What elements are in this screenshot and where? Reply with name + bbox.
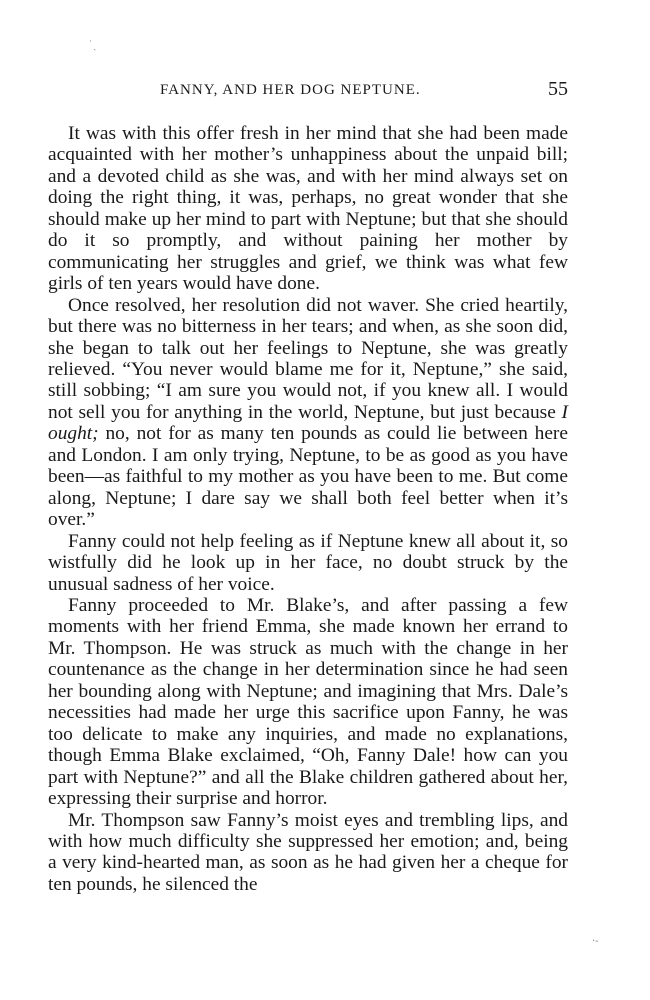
paragraph: Mr. Thompson saw Fanny’s moist eyes and trembling lips, and with how much difficulty she suppressed her emotion; and, being a very kind-hearted man, as soon as he had given her a cheque for ten pounds, he silenced the [48, 809, 568, 895]
paragraph [48, 295, 568, 531]
paragraph-text: Once resolved, her resolution did not waver. She cried heartily, but there was no bitterness in her tears; and when, as she soon did, she began to talk out her feelings to Neptune, she was greatly relieved. “You never would blame me for it, Neptune,” she said, still sobbing; “I am sure you would not, if you knew all. I would not sell you for anything in the world, Neptune, but just because [48, 294, 568, 423]
page-number: 55 [548, 78, 568, 100]
paragraph: Fanny proceeded to Mr. Blake’s, and after passing a few moments with her friend Emma, she made known her errand to Mr. Thompson. He was struck as much with the change in her countenance as the change in her determination since he had seen her bounding along with Neptune; and imagining that Mrs. Dale’s necessities had made her urge this sacrifice upon Fanny, he was too delicate to make any inquiries, and made no explanations, though Emma Blake exclaimed, “Oh, Fanny Dale! how can you part with Neptune?” and all the Blake children gathered about her, expressing their surprise and horror. [48, 594, 568, 810]
running-title: FANNY, AND HER DOG NEPTUNE. [160, 82, 421, 98]
paragraph: It was with this offer fresh in her mind that she had been made acquainted with her mother’s unhappiness about the unpaid bill; and a devoted child as she was, and with her mind always set on doing the right thing, it was, perhaps, no great wonder that she should make up her mind to part with Neptune; but that she should do it so promptly, and without paining her mother by communicating her struggles and grief, we think was what few girls of ten years would have done. [48, 123, 568, 295]
ink-speck: ·- [592, 936, 599, 947]
ink-speck: ˙ˎ [88, 40, 97, 51]
paragraph-text: no, not for as many ten pounds as could lie between here and London. I am only trying, Neptune, to be as good as you have been—as faithful to my mother as you have been to me. But come along, Neptune; I dare say we shall both feel better when it’s over.” [48, 423, 568, 531]
body-text [48, 123, 568, 895]
running-header [48, 78, 568, 102]
emphasized-text: I ought; [48, 401, 568, 445]
paragraph: Fanny could not help feeling as if Neptune knew all about it, so wistfully did he look up in her face, no doubt struck by the unusual sadness of her voice. [48, 530, 568, 595]
